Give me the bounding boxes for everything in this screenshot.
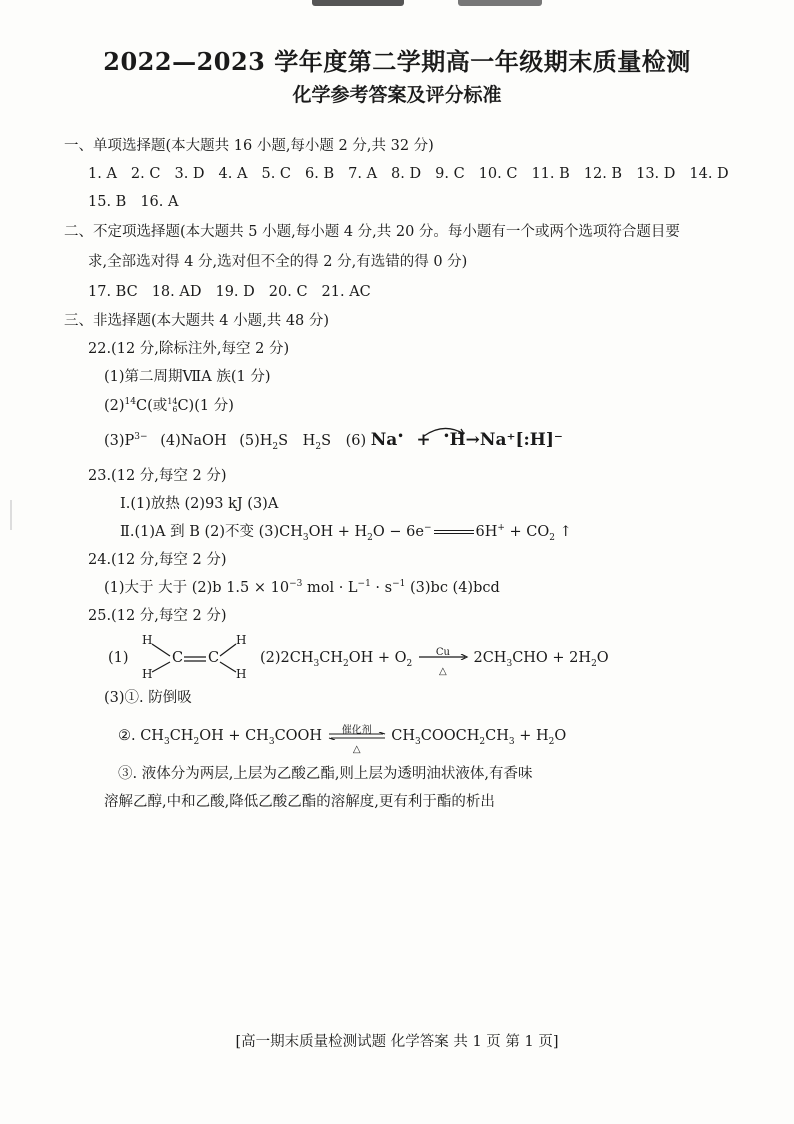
- answer-item: 14. D: [689, 166, 729, 182]
- reaction-arrow-icon: →: [465, 430, 480, 450]
- section3-heading: 三、非选择题(本大题共 4 小题,共 48 分): [64, 313, 330, 329]
- ethylene-structure: [108, 628, 268, 688]
- text-fragment: O: [596, 650, 609, 666]
- answer-item: 13. D: [636, 166, 676, 182]
- q24-part1: (1)大于 大于 (2)b $1.5 \times 10^{-3}$ mol · $L^{-1} \cdot s^{-1}$ (3)bc (4)bcd: [104, 579, 500, 596]
- answer-item: 7. A: [348, 166, 378, 182]
- text-fragment: (2): [104, 398, 125, 414]
- q25-part3-2: ②. $CH_3CH_2OH$ + $CH_3COOH$ 催化剂 △ $CH_3COOCH_2CH_3 + H_2O$: [118, 726, 566, 746]
- text-fragment: (3)P: [104, 433, 135, 449]
- section2-heading-line2: 求,全部选对得 4 分,选对但不全的得 2 分,有选错的得 0 分): [88, 254, 468, 270]
- text-fragment: (6): [345, 433, 367, 449]
- bond-lines-icon: [108, 628, 268, 688]
- section2-heading-line1: 二、不定项选择题(本大题共 5 小题,每小题 4 分,共 20 分。每小题有一个或两个选项符合题目要: [64, 224, 680, 240]
- answer-item: 4. A: [218, 166, 248, 182]
- condition-heat: △: [439, 666, 447, 677]
- answer-item: 12. B: [583, 166, 623, 182]
- atom-h: H: [142, 633, 153, 647]
- reversible-arrow-icon: [327, 732, 387, 740]
- text-fragment: (3)bc (4)bcd: [405, 580, 500, 596]
- text-fragment: C(或: [136, 398, 168, 414]
- atom-c: C: [208, 650, 220, 666]
- text-fragment: OH + CH: [199, 728, 269, 744]
- q23-part1: Ⅰ.(1)放热 (2)93 kJ (3)A: [120, 496, 279, 512]
- q25-head: 25.(12 分,每空 2 分): [88, 608, 227, 624]
- scan-mark: [312, 0, 404, 6]
- answer-item: 21. AC: [321, 284, 371, 300]
- answer-item: 19. D: [215, 284, 255, 300]
- text-fragment: 6H: [475, 524, 498, 540]
- q23-part2: Ⅱ.(1)A 到 B (2)不变 $(3)CH_3OH + H_2O - 6e^-$ $6H^+ + CO_2$ ↑: [120, 523, 572, 543]
- condition-catalyst: Cu: [435, 647, 450, 658]
- text-fragment: OH + H: [308, 524, 368, 540]
- q22-part1: (1)第二周期ⅦA 族(1 分): [104, 369, 271, 385]
- electron-transfer-arrow-icon: [420, 422, 468, 438]
- text-fragment: · s: [370, 580, 393, 596]
- text-fragment: C)(1 分): [177, 398, 234, 414]
- answer-item: 8. D: [391, 166, 422, 182]
- scan-speck: [10, 500, 12, 530]
- text-fragment: H: [302, 433, 316, 449]
- q25-part3-1: (3)①. 防倒吸: [104, 690, 192, 706]
- reversible-reaction-arrow: [327, 725, 387, 755]
- q23-head: 23.(12 分,每空 2 分): [88, 468, 227, 484]
- scan-mark: [458, 0, 542, 6]
- reaction-condition-arrow: [417, 647, 469, 677]
- text-fragment: S: [278, 433, 289, 449]
- right-arrow-icon: [417, 654, 469, 660]
- text-fragment: COOH: [274, 728, 323, 744]
- condition-heat: △: [352, 744, 361, 755]
- atom-h: H: [236, 633, 247, 647]
- answer-item: 15. B: [88, 194, 127, 210]
- answer-item: 3. D: [174, 166, 205, 182]
- section1-answers-row1: [88, 164, 729, 184]
- product-formula: Na⁺[:H]⁻: [479, 430, 563, 450]
- text-fragment: (1)大于 大于 (2)b 1.5 × 10: [104, 580, 290, 596]
- text-fragment: + CO: [504, 524, 550, 540]
- text-fragment: S: [321, 433, 331, 449]
- text-fragment: ↑: [555, 524, 572, 540]
- text-fragment: ②. CH: [118, 728, 164, 744]
- section2-answers: [88, 282, 385, 302]
- atom-c: C: [172, 650, 184, 666]
- text-fragment: CH: [169, 728, 194, 744]
- answer-item: 2. C: [130, 166, 161, 182]
- text-fragment: (2)2CH: [260, 650, 314, 666]
- section1-heading: 一、单项选择题(本大题共 16 小题,每小题 2 分,共 32 分): [64, 138, 434, 154]
- plus-sign: +: [416, 430, 431, 450]
- q22-part2: $(2)^{14}C$(或 14 6 C)(1 分): [104, 397, 234, 414]
- q25-part3-3: ③. 液体分为两层,上层为乙酸乙酯,则上层为透明油状液体,有香味: [118, 766, 533, 782]
- answer-item: 1. A: [88, 166, 117, 182]
- answer-item: 10. C: [478, 166, 518, 182]
- answer-item: 5. C: [261, 166, 292, 182]
- text-fragment: + H: [514, 728, 549, 744]
- q24-head: 24.(12 分,每空 2 分): [88, 552, 227, 568]
- text-fragment: CH: [485, 728, 509, 744]
- text-fragment: (4)NaOH: [160, 433, 227, 449]
- q25-part2: $(2)2CH_3CH_2OH + O_2$ Cu △ $2CH_3CHO + 2H_2O$: [260, 648, 609, 668]
- text-fragment: mol · L: [302, 580, 358, 596]
- q22-part3: $(3)P^{3-}$ (4)NaOH $(5)H_2S$ $H_2S$ (6) Na• + •H→Na⁺[:H]⁻: [104, 430, 563, 452]
- atom-h: H: [236, 667, 247, 681]
- hydrogen-symbol: H: [449, 430, 466, 450]
- answer-item: 16. A: [140, 194, 179, 210]
- equals-sign-icon: [434, 530, 474, 534]
- answer-item: 6. B: [305, 166, 335, 182]
- q22-head: 22.(12 分,除标注外,每空 2 分): [88, 341, 290, 357]
- text-fragment: (5)H: [239, 433, 273, 449]
- text-fragment: O − 6e: [372, 524, 424, 540]
- text-fragment: CHO + 2H: [512, 650, 592, 666]
- answer-item: 17. BC: [88, 284, 138, 300]
- answer-item: 9. C: [435, 166, 465, 182]
- section1-answers-row2: [88, 192, 192, 212]
- text-fragment: CH: [319, 650, 343, 666]
- atom-h: H: [142, 667, 153, 681]
- text-fragment: CH: [391, 728, 416, 744]
- text-fragment: 2CH: [473, 650, 507, 666]
- answer-item: 20. C: [268, 284, 308, 300]
- page-title: 2022—2023 学年度第二学期高一年级期末质量检测: [103, 47, 691, 76]
- text-fragment: Ⅱ.(1)A 到 B (2)不变 (3)CH: [120, 524, 303, 540]
- part-label: (1): [108, 650, 129, 666]
- q25-part3-4: 溶解乙醇,中和乙酸,降低乙酸乙酯的溶解度,更有利于酯的析出: [104, 794, 495, 810]
- text-fragment: O: [554, 728, 567, 744]
- text-fragment: OH + O: [348, 650, 407, 666]
- page-subtitle: 化学参考答案及评分标准: [292, 84, 502, 106]
- text-fragment: COOCH: [420, 728, 480, 744]
- answer-item: 18. AD: [151, 284, 202, 300]
- condition-catalyst: 催化剂: [341, 725, 372, 736]
- sodium-symbol: Na: [370, 430, 398, 450]
- page-footer: [高一期末质量检测试题 化学答案 共 1 页 第 1 页]: [235, 1034, 559, 1050]
- answer-item: 11. B: [531, 166, 570, 182]
